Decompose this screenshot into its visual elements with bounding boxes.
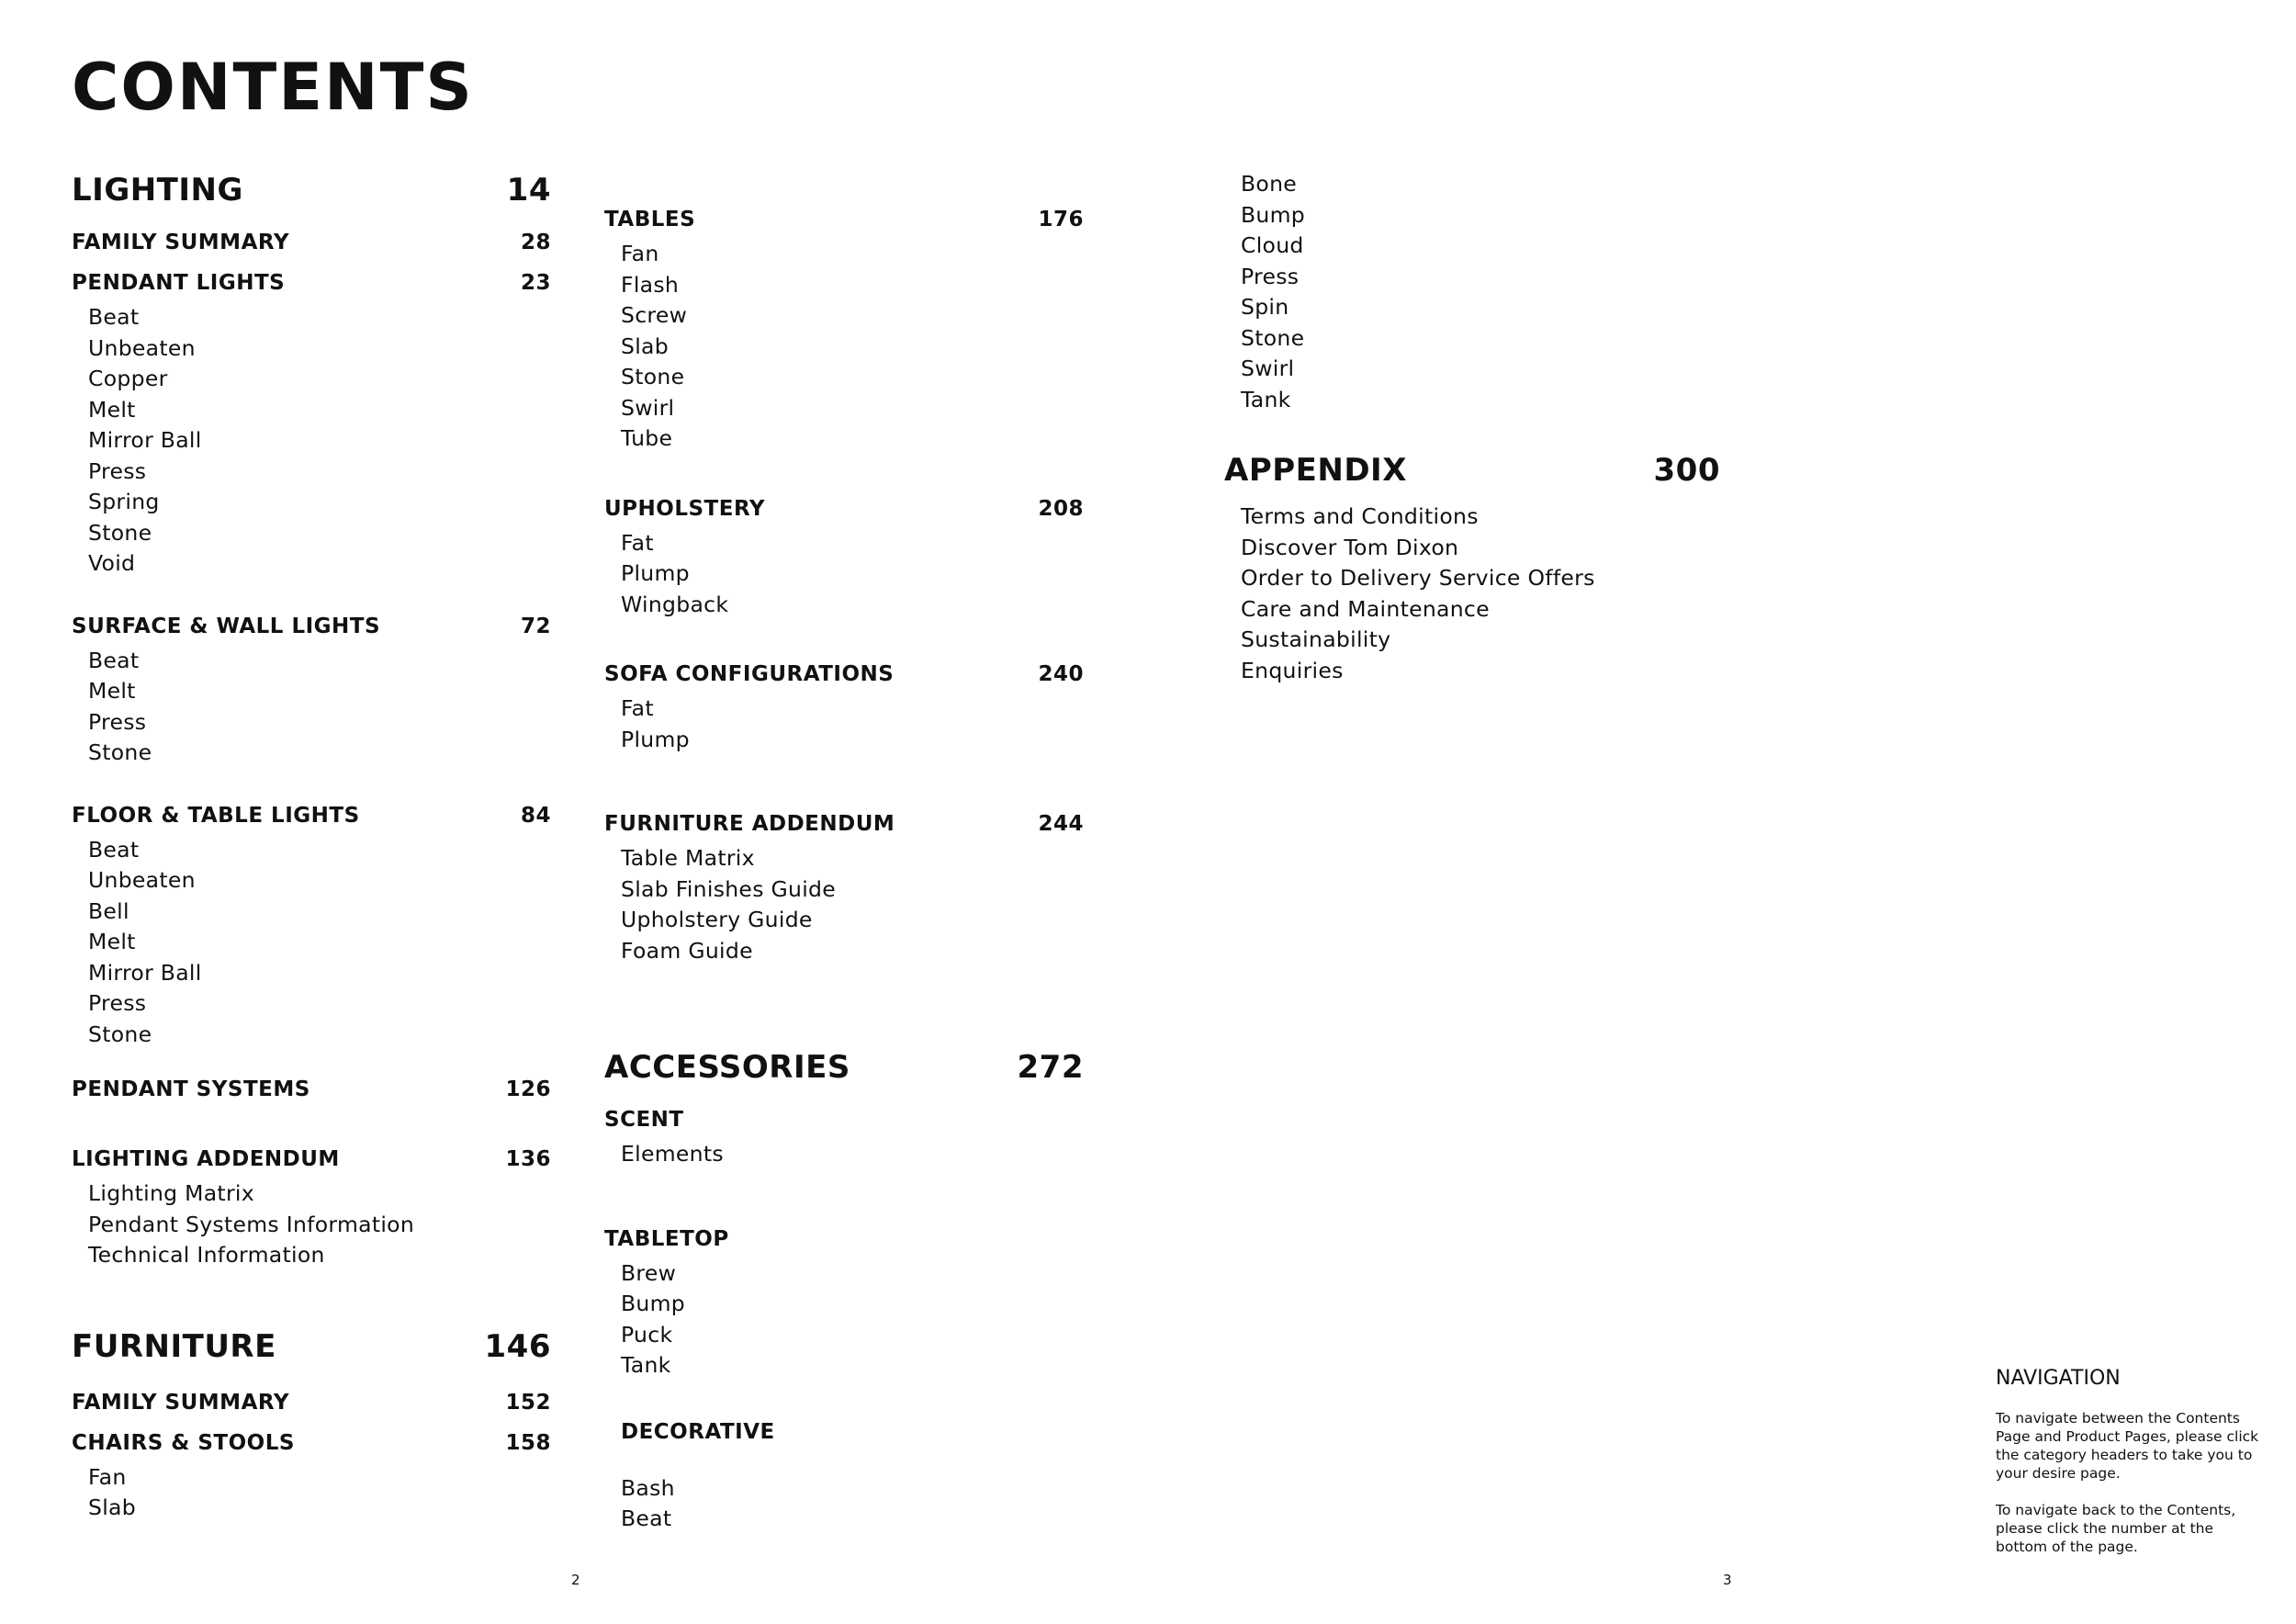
list-item: Beat xyxy=(621,1506,672,1531)
list-item: Swirl xyxy=(1241,355,1295,381)
lighting-family-summary[interactable] xyxy=(72,227,551,258)
subsection-label: FAMILY SUMMARY xyxy=(72,231,289,254)
list-item: Wingback xyxy=(621,591,729,617)
subsection-page: 126 xyxy=(505,1077,551,1101)
list-item: Slab Finishes Guide xyxy=(621,875,837,902)
navigation-help xyxy=(1996,1365,2262,1574)
list-item: Elements xyxy=(621,1141,724,1167)
pendant-lights[interactable] xyxy=(72,267,551,299)
tabletop[interactable] xyxy=(604,1224,1084,1255)
sofa-configurations-list xyxy=(604,694,1084,755)
chairs-stools[interactable] xyxy=(72,1427,551,1459)
page-number-left[interactable]: 2 xyxy=(571,1572,580,1588)
tables[interactable] xyxy=(604,204,1084,235)
list-item: Care and Maintenance xyxy=(1241,595,1490,622)
tables-list xyxy=(604,239,1084,455)
subsection-label: LIGHTING ADDENDUM xyxy=(72,1147,340,1171)
floor-table-lights-list xyxy=(72,835,551,1051)
surface-wall-lights-list xyxy=(72,646,551,769)
list-item: Upholstery Guide xyxy=(621,907,813,932)
subsection-page: 244 xyxy=(1038,812,1084,836)
list-item: Sustainability xyxy=(1241,626,1391,652)
navigation-title: NAVIGATION xyxy=(1996,1367,2121,1390)
subsection-page: 84 xyxy=(520,803,551,828)
list-item: Spring xyxy=(88,489,160,514)
tabletop-list xyxy=(604,1258,1084,1382)
list-item: Slab xyxy=(621,333,669,359)
subsection-label: FAMILY SUMMARY xyxy=(72,1390,289,1415)
list-item: Mirror Ball xyxy=(88,427,202,453)
subsection-page: 240 xyxy=(1038,662,1084,686)
subsection-page: 152 xyxy=(505,1390,551,1415)
upholstery-list xyxy=(604,528,1084,621)
contents-column-1 xyxy=(72,168,551,1524)
list-item: Mirror Ball xyxy=(88,959,202,986)
list-item: Pendant Systems Information xyxy=(88,1211,415,1237)
page-number-right[interactable]: 3 xyxy=(1723,1572,1732,1588)
section-furniture[interactable] xyxy=(72,1325,551,1369)
appendix-list xyxy=(1224,502,1702,686)
subsection-page: 23 xyxy=(520,271,551,295)
subsection-label: FURNITURE ADDENDUM xyxy=(604,812,895,836)
list-item: Bone xyxy=(1241,171,1298,197)
list-item: Fan xyxy=(88,1463,127,1490)
navigation-text-1: To navigate between the Contents Page and Product Pages, please click the category headers to take you to your desire page. xyxy=(1996,1410,2259,1482)
list-item: Melt xyxy=(88,929,136,954)
page-title: CONTENTS xyxy=(72,50,474,125)
pendant-lights-list xyxy=(72,302,551,580)
scent[interactable] xyxy=(604,1104,1084,1135)
section-label: APPENDIX xyxy=(1224,452,1407,489)
list-item: Brew xyxy=(621,1259,677,1286)
list-item: Puck xyxy=(621,1321,673,1348)
decorative[interactable] xyxy=(604,1416,1084,1448)
list-item: Copper xyxy=(88,366,168,391)
list-item: Void xyxy=(88,550,136,576)
list-item: Order to Delivery Service Offers xyxy=(1241,565,1595,591)
sofa-configurations[interactable] xyxy=(604,659,1084,690)
section-page: 146 xyxy=(484,1327,551,1365)
list-item: Press xyxy=(88,708,147,735)
list-item: Beat xyxy=(88,304,140,330)
list-item: Press xyxy=(88,990,147,1016)
list-item: Tank xyxy=(1241,386,1291,412)
subsection-label: CHAIRS & STOOLS xyxy=(72,1430,295,1455)
subsection-label: SURFACE & WALL LIGHTS xyxy=(72,614,381,638)
pendant-systems[interactable] xyxy=(72,1074,551,1105)
list-item: Fat xyxy=(621,529,654,556)
list-item: Beat xyxy=(88,836,140,863)
subsection-label: TABLETOP xyxy=(604,1226,729,1251)
list-item: Tube xyxy=(621,425,673,451)
section-label: FURNITURE xyxy=(72,1327,276,1365)
list-item: Stone xyxy=(88,1021,152,1047)
list-item: Tank xyxy=(621,1352,671,1378)
section-label: ACCESSORIES xyxy=(604,1049,850,1086)
list-item: Bash xyxy=(621,1474,675,1501)
list-item: Fat xyxy=(621,695,654,721)
section-page: 272 xyxy=(1017,1049,1084,1086)
list-item: Swirl xyxy=(621,394,675,421)
list-item: Stone xyxy=(1241,324,1305,351)
floor-table-lights[interactable] xyxy=(72,800,551,831)
subsection-label: PENDANT LIGHTS xyxy=(72,271,286,295)
scent-list xyxy=(604,1139,1084,1170)
subsection-page: 136 xyxy=(505,1147,551,1171)
contents-column-3 xyxy=(1224,169,1720,686)
list-item: Fan xyxy=(621,241,659,266)
section-lighting[interactable] xyxy=(72,168,551,212)
list-item: Bump xyxy=(621,1291,686,1316)
list-item: Unbeaten xyxy=(88,867,196,893)
subsection-page: 72 xyxy=(520,614,551,638)
upholstery[interactable] xyxy=(604,493,1084,524)
subsection-label: UPHOLSTERY xyxy=(604,496,766,521)
lighting-addendum[interactable] xyxy=(72,1144,551,1175)
list-item: Stone xyxy=(621,364,685,389)
section-label: LIGHTING xyxy=(72,172,243,209)
subsection-page: 158 xyxy=(505,1430,551,1455)
subsection-label: FLOOR & TABLE LIGHTS xyxy=(72,803,360,828)
list-item: Screw xyxy=(621,302,688,328)
section-appendix[interactable] xyxy=(1224,448,1720,492)
list-item: Cloud xyxy=(1241,232,1304,258)
contents-column-2 xyxy=(604,204,1084,1535)
list-item: Press xyxy=(1241,263,1300,289)
list-item: Melt xyxy=(88,396,136,423)
list-item: Melt xyxy=(88,678,136,704)
furniture-addendum[interactable] xyxy=(604,808,1084,840)
list-item: Flash xyxy=(621,271,680,298)
subsection-page: 176 xyxy=(1038,208,1084,231)
decorative-list-continued xyxy=(1224,169,1702,415)
list-item: Bump xyxy=(1241,201,1306,228)
subsection-label: SOFA CONFIGURATIONS xyxy=(604,662,895,686)
list-item: Lighting Matrix xyxy=(88,1180,254,1206)
decorative-list xyxy=(604,1473,1084,1535)
subsection-label: DECORATIVE xyxy=(621,1419,775,1444)
list-item: Bell xyxy=(88,897,129,924)
navigation-text-2: To navigate back to the Contents, please click the number at the bottom of the page. xyxy=(1996,1502,2236,1555)
subsection-page: 28 xyxy=(520,231,551,254)
list-item: Unbeaten xyxy=(88,334,196,361)
list-item: Plump xyxy=(621,726,690,752)
list-item: Stone xyxy=(88,519,152,546)
list-item: Spin xyxy=(1241,294,1289,320)
list-item: Slab xyxy=(88,1494,136,1520)
furniture-addendum-list xyxy=(604,843,1084,966)
list-item: Technical Information xyxy=(88,1242,325,1268)
section-accessories[interactable] xyxy=(604,1045,1084,1089)
list-item: Press xyxy=(88,457,147,484)
list-item: Table Matrix xyxy=(621,845,755,871)
subsection-label: SCENT xyxy=(604,1108,684,1132)
subsection-label: PENDANT SYSTEMS xyxy=(72,1077,310,1101)
list-item: Beat xyxy=(88,647,140,673)
subsection-label: TABLES xyxy=(604,208,696,231)
list-item: Terms and Conditions xyxy=(1241,503,1479,529)
chairs-stools-list xyxy=(72,1462,551,1524)
list-item: Plump xyxy=(621,560,690,586)
list-item: Enquiries xyxy=(1241,657,1344,683)
section-page: 14 xyxy=(506,172,551,209)
furniture-family-summary[interactable] xyxy=(72,1387,551,1418)
lighting-addendum-list xyxy=(72,1179,551,1271)
section-page: 300 xyxy=(1653,452,1720,489)
subsection-page: 208 xyxy=(1038,496,1084,521)
list-item: Foam Guide xyxy=(621,937,753,964)
list-item: Stone xyxy=(88,739,152,765)
list-item: Discover Tom Dixon xyxy=(1241,534,1459,560)
surface-wall-lights[interactable] xyxy=(72,611,551,642)
